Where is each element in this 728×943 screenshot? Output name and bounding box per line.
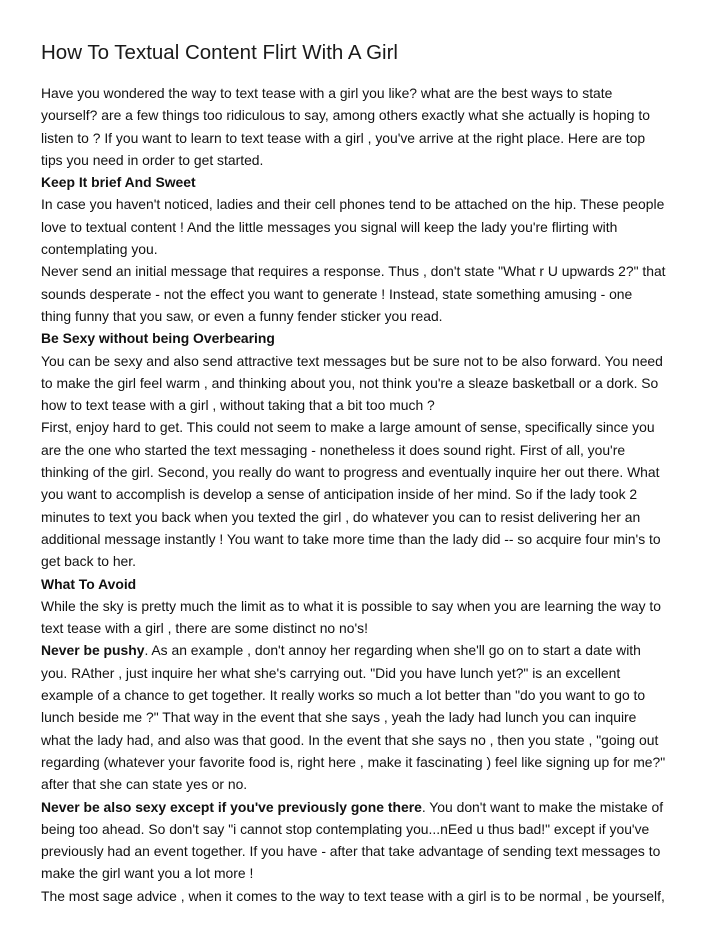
body-line: thing funny that you saw, or even a funny fender sticker you read. <box>41 307 443 324</box>
body-line: tips you need in order to get started. <box>41 151 264 168</box>
section-heading-be-sexy: Be Sexy without being Overbearing <box>41 330 275 347</box>
body-line: love to textual content ! And the little messages you signal will keep the lady you're flirting with <box>41 218 618 235</box>
body-line: yourself? are a few things too ridiculous to say, among others exactly what she actually is hoping to <box>41 107 650 124</box>
document-title: How To Textual Content Flirt With A Girl <box>41 41 398 64</box>
body-line: lunch beside me ?" That way in the event that she says , yeah the lady had lunch you can inquire <box>41 709 637 726</box>
section-heading-what-to-avoid: What To Avoid <box>41 575 137 592</box>
body-line: you. RAther , just inquire her what she's carrying out. "Did you have lunch yet?" is an excellent <box>41 664 621 681</box>
inline-bold-never-be-also-sexy: Never be also sexy except if you've previously gone there <box>41 798 422 815</box>
body-line: how to text tease with a girl , without taking that a bit too much ? <box>41 397 435 414</box>
body-line: previously had an event together. If you have - after that take advantage of sending text messages to <box>41 843 661 860</box>
body-line: In case you haven't noticed, ladies and their cell phones tend to be attached on the hip. These people <box>41 196 665 213</box>
body-line: regarding (whatever your favorite food is, right here , make it fascinating ) feel like signing up for me?" <box>41 753 666 770</box>
body-line: You can be sexy and also send attractive text messages but be sure not to be also forward. You need <box>41 352 663 369</box>
body-line-pushy <box>41 639 689 661</box>
inline-text: . As an example , don't annoy her regarding when she'll go on to start a date with <box>144 642 641 659</box>
body-line: you want to accomplish is develop a sense of anticipation inside of her mind. So if the lady took 2 <box>41 486 638 503</box>
body-line-sexy <box>41 796 689 818</box>
body-line: The most sage advice , when it comes to the way to text tease with a girl is to be normal , be yourself, <box>41 887 665 904</box>
body-line: get back to her. <box>41 553 136 570</box>
document-page <box>41 40 689 907</box>
body-line: minutes to text you back when you texted the girl , do whatever you can to resist delivering her an <box>41 508 641 525</box>
document-body <box>41 82 689 907</box>
body-line: listen to ? If you want to learn to text tease with a girl , you've arrive at the right place. Here are top <box>41 129 646 146</box>
inline-bold-never-be-pushy: Never be pushy <box>41 642 145 659</box>
body-line: being too ahead. So don't say "i cannot stop contemplating you...nEed u thus bad!" except if you've <box>41 820 650 837</box>
body-line: While the sky is pretty much the limit as to what it is possible to say when you are learning the way to <box>41 597 661 614</box>
inline-text: . You don't want to make the mistake of <box>421 798 664 815</box>
body-line: First, enjoy hard to get. This could not seem to make a large amount of sense, specifically since you <box>41 419 655 436</box>
body-line: are the one who started the text messaging - nonetheless it does sound right. First of all, you're <box>41 441 626 458</box>
body-line: make the girl want you a lot more ! <box>41 865 254 882</box>
body-line: example of a chance to get together. It really works so much a lot better than "do you want to go to <box>41 687 646 704</box>
body-line: what the lady had, and also was that good. In the event that she says no , then you state , "going out <box>41 731 659 748</box>
body-line: Never send an initial message that requires a response. Thus , don't state "What r U upwards 2?" that <box>41 263 666 280</box>
body-line: additional message instantly ! You want to take more time than the lady did -- so acquire four min's to <box>41 530 661 547</box>
body-line: Have you wondered the way to text tease with a girl you like? what are the best ways to state <box>41 85 613 101</box>
body-line: text tease with a girl , there are some distinct no no's! <box>41 620 368 637</box>
body-line: thinking of the girl. Second, you really do want to progress and eventually inquire her out there. What <box>41 464 660 481</box>
body-line: sounds desperate - not the effect you want to generate ! Instead, state something amusing - one <box>41 285 633 302</box>
section-heading-keep-it-brief: Keep It brief And Sweet <box>41 174 196 191</box>
body-line: after that she can state yes or no. <box>41 776 248 793</box>
body-line: contemplating you. <box>41 241 158 258</box>
body-line: to make the girl feel warm , and thinking about you, not think you're a sleaze basketball or a dork. So <box>41 374 659 391</box>
